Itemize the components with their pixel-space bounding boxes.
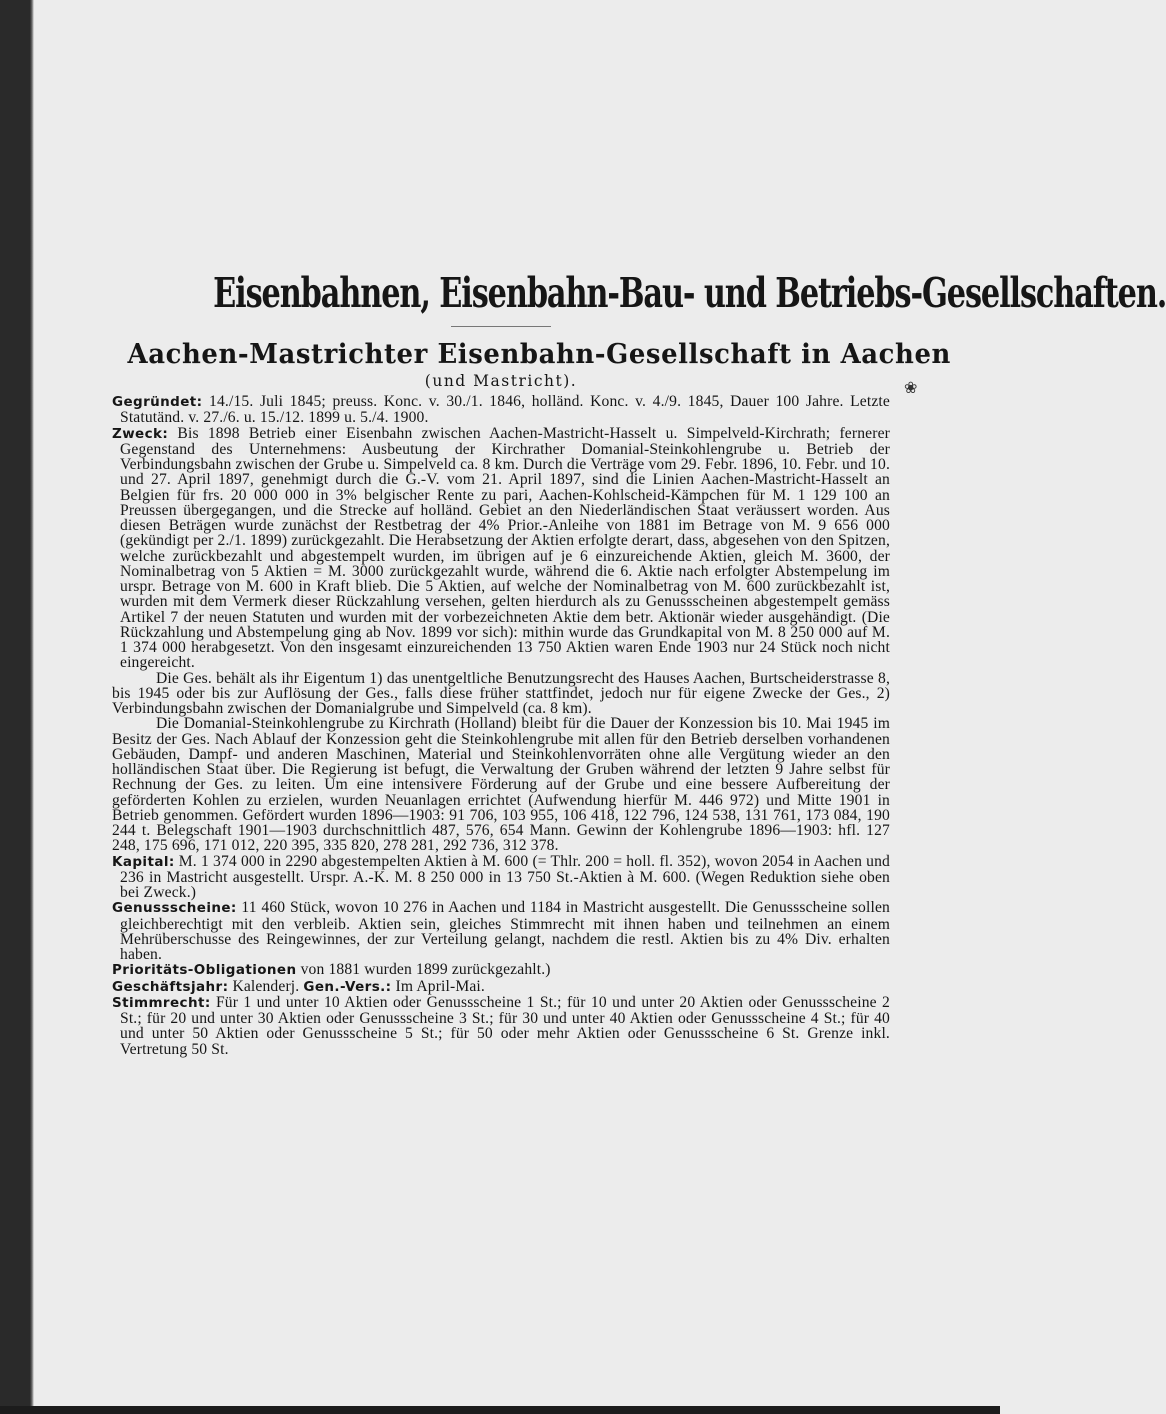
entry-geschaeftsjahr — [112, 979, 890, 995]
entry-text: 11 460 Stück, wovon 10 276 in Aachen und 1184 in Mastricht ausgestellt. Die Genussscheine sollen gleichberechtigt mit den verbleib. Aktien sein, gleiches Stimmrecht mit ihnen haben und teilnehmen an einem Mehrüberschusse des Reingewinnes, der zur Verteilung gelangt, nachdem die restl. Aktien bis zu 4% Div. erhalten haben. — [120, 899, 890, 963]
scan-bottom-edge — [0, 1406, 1000, 1414]
entry-text: Kalenderj. — [232, 977, 300, 995]
entry-text: 14./15. Juli 1845; preuss. Konc. v. 30./1. 1846, holländ. Konc. v. 4./9. 1845, Dauer 100 Jahre. Letzte Statutänd. v. 27./6. u. 15./12. 1899 u. 5./4. 1900. — [120, 393, 890, 427]
entry-label: Stimmrecht: — [112, 994, 211, 1011]
entry-zweck — [112, 426, 890, 671]
entry-kapital — [112, 854, 890, 901]
entry-zweck-paragraph-2: Die Ges. behält als ihr Eigentum 1) das unentgeltliche Benutzungsrecht des Hauses Aachen, Burtscheiderstrasse 8, bis 1945 oder bis zur Auflösung der Ges., falls diese früher stattfindet, jedoch nur für eigene Zwecke der Ges., 2) Verbindungsbahn zwischen der Domanialgrube und Simpelveld (ca. 8 km). — [112, 669, 890, 717]
entry-text: Für 1 und unter 10 Aktien oder Genussscheine 1 St.; für 10 und unter 20 Aktien oder Genussscheine 2 St.; für 20 und unter 30 Aktien oder Genussscheine 3 St.; für 30 und unter 40 Aktien oder Genussscheine 4 St.; für 40 und unter 50 Aktien oder Genussscheine 5 St.; für 50 oder mehr Aktien oder Genussscheine 6 St. Grenze inkl. Vertretung 50 St. — [120, 993, 890, 1058]
entry-text: Bis 1898 Betrieb einer Eisenbahn zwischen Aachen-Mastricht-Hasselt u. Simpelveld-Kirchrath; fernerer Gegenstand des Unternehmens: Ausbeutung der Kirchrather Domanial-Steinkohlengrube u. Betrieb der Verbindungsbahn zwischen der Grube u. Simpelveld ca. 8 km. Durch die Verträge vom 29. Febr. 1896, 10. Febr. und 10. und 27. April 1897, genehmigt durch die G.-V. vom 21. April 1897, sind die Linien Aachen-Mastricht-Hasselt an Belgien für frs. 20 000 000 in 3% belgischer Rente zu pari, Aachen-Kohlscheid-Kämpchen für M. 1 129 100 an Preussen übergegangen, und die Strecke auf holländ. Gebiet an den Niederländischen Staat veräussert worden. Aus diesen Beträgen wurde zunächst der Restbetrag der 4% Prior.-Anleihe von 1881 im Betrage von M. 9 656 000 (gekündigt per 2./1. 1899) zurückgezahlt. Die Herabsetzung der Aktien erfolgte derart, dass, abgesehen von den Spitzen, welche zurückbezahlt und abgestempelt wurden, im übrigen auf je 6 einzureichende Aktien, gleich M. 3600, der Nominalbetrag von 5 Aktien = M. 3000 zurückgezahlt wurde, während die 6. Aktie nach erfolgter Abstempelung im urspr. Betrage von M. 600 in Kraft blieb. Die 5 Aktien, auf welche der Nominalbetrag von M. 600 zurückbezahlt ist, wurden mit dem Vermerk dieser Rückzahlung versehen, gelten hierdurch als zu Genussscheinen abgestempelt gemäss Artikel 7 der neuen Statuten und wurden mit der vorbezeichneten Aktie dem betr. Aktionär wieder ausgehändigt. (Die Rückzahlung und Abstempelung ging ab Nov. 1899 vor sich): mithin wurde das Grundkapital von M. 8 250 000 auf M. 1 374 000 herabgesetzt. Von den insgesamt einzureichenden 13 750 Aktien waren Ende 1903 nur 24 Stück noch nicht eingereicht. — [120, 424, 890, 672]
entry-label-gen-vers: Gen.-Vers.: — [303, 978, 392, 995]
company-subtitle: (und Mastricht). — [424, 372, 578, 390]
entry-stimmrecht — [112, 995, 890, 1057]
entry-label: Gegründet: — [112, 394, 203, 410]
document-page — [112, 269, 1166, 1058]
entry-label: Prioritäts-Obligationen — [112, 962, 297, 979]
scan-binding-edge — [0, 0, 34, 1414]
entry-label: Genussscheine: — [112, 900, 237, 917]
entry-text: von 1881 wurden 1899 zurückgezahlt.) — [300, 961, 551, 979]
entry-prioritaets-obligationen — [112, 962, 890, 978]
section-title: Eisenbahnen, Eisenbahn-Bau- und Betriebs-Gesellschaften. — [213, 269, 1166, 317]
ornament-icon: ❀ — [904, 378, 918, 397]
entry-gegruendet — [112, 394, 890, 426]
title-divider — [451, 326, 551, 327]
entry-genussscheine — [112, 900, 890, 962]
entry-text-gen-vers: Im April-Mai. — [395, 977, 485, 995]
entry-label: Kapital: — [112, 853, 175, 870]
entry-text: M. 1 374 000 in 2290 abgestempelten Aktien à M. 600 (= Thlr. 200 = holl. fl. 352), wovon 2054 in Aachen und 236 in Mastricht ausgestellt. Urspr. A.-K. M. 8 250 000 in 13 750 St.-Aktien à M. 600. (Wegen Reduktion siehe oben bei Zweck.) — [120, 852, 890, 901]
entry-label: Zweck: — [112, 425, 169, 442]
company-title: Aachen-Mastrichter Eisenbahn-Gesellschaft in Aachen — [127, 339, 951, 370]
entry-label: Geschäftsjahr: — [112, 978, 229, 995]
entry-zweck-paragraph-3: Die Domanial-Steinkohlengrube zu Kirchrath (Holland) bleibt für die Dauer der Konzession bis 10. Mai 1945 im Besitz der Ges. Nach Ablauf der Konzession geht die Steinkohlengrube mit allen für den Betrieb derselben vorhandenen Gebäuden, Dampf- und anderen Maschinen, Material und Steinkohlenvorräten ohne alle Vergütung wieder an den holländischen Staat über. Die Regierung ist befugt, die Verwaltung der Gruben während der letzten 9 Jahre selbst für Rechnung der Ges. zu leiten. Um eine intensivere Förderung auf der Grube und eine bessere Aufbereitung der geförderten Kohlen zu erzielen, wurden Neuanlagen errichtet (Aufwendung hierfür M. 446 972) und Mitte 1901 in Betrieb genommen. Gefördert wurden 1896—1903: 91 706, 103 955, 106 418, 122 796, 124 538, 131 761, 173 084, 190 244 t. Belegschaft 1901—1903 durchschnittlich 487, 576, 654 Mann. Gewinn der Kohlengrube 1896—1903: hfl. 127 248, 175 696, 171 012, 220 395, 335 820, 278 281, 292 736, 312 378. — [112, 715, 890, 855]
